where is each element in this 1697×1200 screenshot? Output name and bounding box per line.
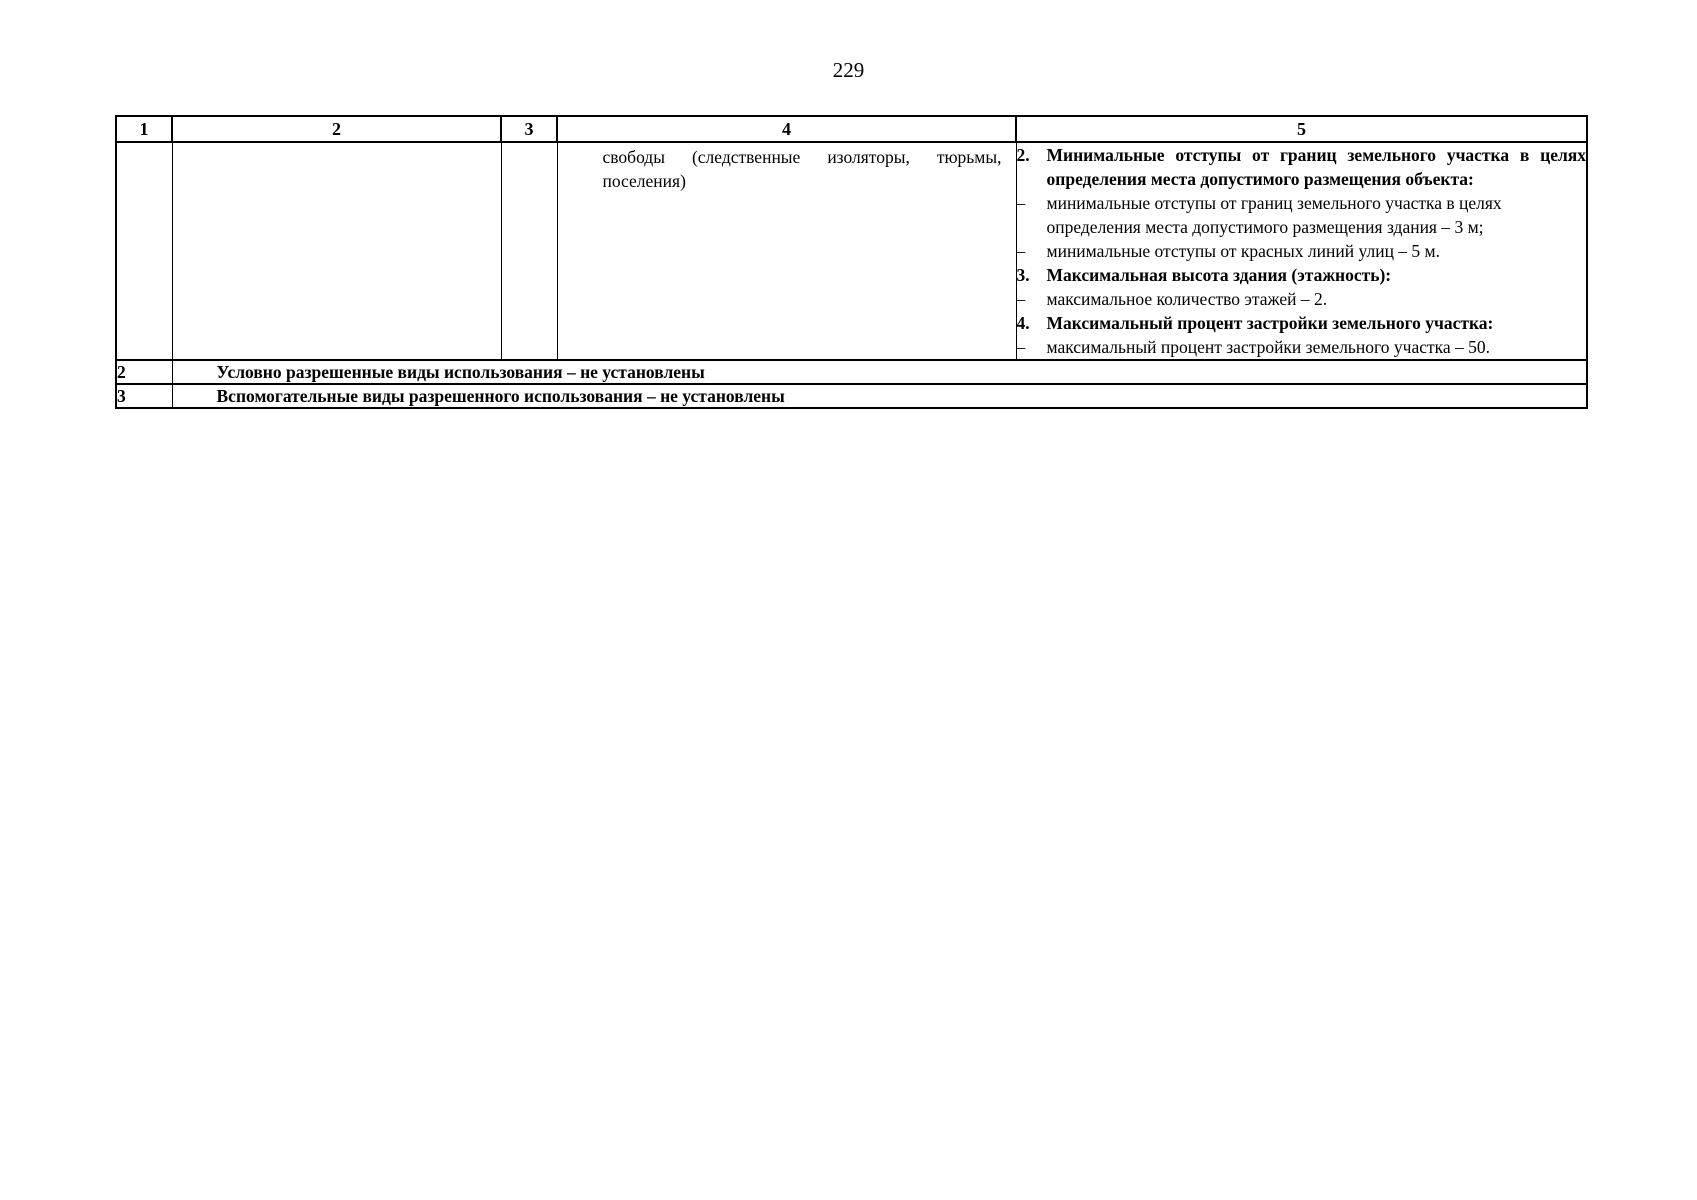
cell-col-5 [1016, 142, 1587, 360]
requirement-number: 4. [1016, 313, 1030, 333]
list-item [1017, 287, 1587, 311]
dash-bullet: – [1016, 337, 1026, 357]
table-header-row [116, 116, 1587, 142]
cell-col-1 [116, 142, 172, 360]
header-cell-5: 5 [1016, 116, 1587, 142]
table-row [116, 142, 1587, 360]
header-cell-2: 2 [172, 116, 501, 142]
list-item-text: максимальный процент застройки земельного участка – 50. [1046, 337, 1491, 357]
section-number: 2 [116, 360, 172, 384]
list-item [1017, 239, 1587, 263]
requirement-heading [1017, 143, 1587, 191]
dash-bullet: – [1016, 193, 1026, 213]
regulations-table [115, 115, 1588, 409]
list-item [1017, 191, 1587, 239]
list-item-text: минимальные отступы от красных линий улиц – 5 м. [1046, 241, 1441, 261]
section-number: 3 [116, 384, 172, 408]
header-cell-1: 1 [116, 116, 172, 142]
requirement-number: 2. [1016, 145, 1030, 165]
requirement-heading [1017, 263, 1587, 287]
requirement-title: Максимальный процент застройки земельного участка: [1046, 313, 1494, 333]
header-cell-3: 3 [501, 116, 557, 142]
requirement-title: Минимальные отступы от границ земельного участка в целях определения места допустимого размещения объекта: [1046, 145, 1586, 189]
cell-col-4 [557, 142, 1016, 360]
cell-col-3 [501, 142, 557, 360]
requirement-number: 3. [1016, 265, 1030, 285]
list-item [1017, 335, 1587, 359]
header-cell-4: 4 [557, 116, 1016, 142]
requirement-heading [1017, 311, 1587, 335]
section-row-auxiliary [116, 384, 1587, 408]
cell-col-2 [172, 142, 501, 360]
page-number: 229 [832, 58, 865, 82]
dash-bullet: – [1016, 289, 1026, 309]
use-description: свободы (следственные изоляторы, тюрьмы, поселения) [602, 147, 1002, 191]
list-item-text: максимальное количество этажей – 2. [1046, 289, 1328, 309]
section-title: Вспомогательные виды разрешенного использования – не установлены [172, 384, 1587, 408]
list-item-text: минимальные отступы от границ земельного участка в целях определения места допустимого размещения здания – 3 м; [1046, 193, 1502, 237]
requirement-title: Максимальная высота здания (этажность): [1046, 265, 1392, 285]
dash-bullet: – [1016, 241, 1026, 261]
section-row-conditional [116, 360, 1587, 384]
section-title: Условно разрешенные виды использования – не установлены [172, 360, 1587, 384]
